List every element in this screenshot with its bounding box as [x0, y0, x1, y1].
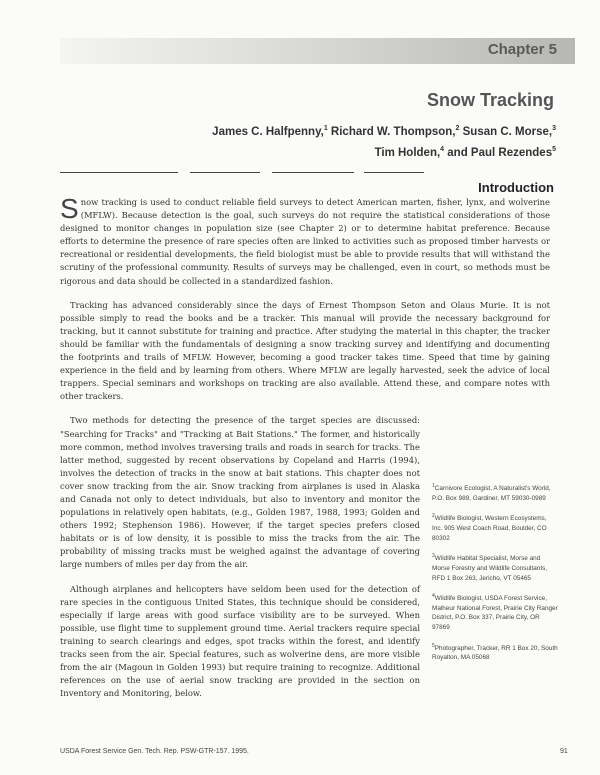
footnote-text: Carnivore Ecologist, A Naturalist's World, P.O. Box 989, Gardiner, MT 59030-0989: [432, 485, 551, 502]
page-number: 91: [560, 748, 568, 755]
footnote-mark: 2: [432, 513, 435, 520]
footnote-text: Wildlife Habitat Specialist, Morse and Morse Forestry and Wildlife Consultants, RFD 1 Box 263, Jericho, VT 05465: [432, 555, 548, 582]
chapter-header-bar: [60, 38, 575, 64]
section-heading-introduction: Introduction: [478, 180, 554, 195]
paragraph: Tracking has advanced considerably since the days of Ernest Thompson Seton and Olaus Murie. It is not possible simply to read the books and be a tracker. This manual will provide the necessary background for tracking, but it cannot substitute for training and practice. After studying the material in this chapter, the tracker should be familiar with the fundamentals of designing a snow tracking survey and identifying and documenting the footprints and trails of MFLW. However, becoming a good tracker takes time. Speed that time by gaining experience in the field and by learning from others. Where MFLW are legally harvested, seek the advice of local trappers. Special seminars and workshops on tracking are also available. Attend these, and compare notes with other trackers.: [60, 299, 550, 402]
author-name: Richard W. Thompson,: [330, 125, 456, 138]
footnote-mark: 3: [432, 553, 435, 560]
author-footnote-mark: 1: [323, 125, 328, 132]
chapter-label: Chapter 5: [487, 41, 557, 58]
footnote-text: Photographer, Tracker, RR 1 Box 20, South Royalton, MA 05068: [432, 644, 558, 662]
divider-rule: [364, 172, 424, 173]
divider-rule: [190, 172, 260, 173]
footnote: [432, 642, 558, 663]
page-title: Snow Tracking: [426, 90, 554, 110]
footer-citation: USDA Forest Service Gen. Tech. Rep. PSW-GTR-157. 1995.: [60, 748, 249, 755]
footnote-mark: 1: [432, 483, 435, 489]
footnote-text: Wildlife Biologist, Western Ecosystems, Inc. 905 West Coach Road, Boulder, CO 80302: [432, 515, 547, 542]
footnote-mark: 4: [432, 593, 435, 600]
author-name: Tim Holden,: [374, 146, 441, 159]
author-footnote-mark: 5: [552, 145, 556, 153]
author-list: [136, 120, 556, 162]
paragraph: Two methods for detecting the presence of the target species are discussed: "Searching for Tracks" and "Tracking at Bait Stations." The former, and historically more common, method involves traversing trails and roads in search for tracks. The latter method, suggested by recent observations by Copeland and Harris (1994), involves the detection of tracks in the snow at bait stations. This chapter does not cover snow tracking from the air. Snow tracking from airplanes is used in Alaska and Canada not only to detect individuals, but also to inventory and monitor the populations in relatively open habitats, (e.g., Golden 1987, 1988, 1993; Golden and others 1992; Stephenson 1986). However, if the target species prefers closed habitats or is of low density, it is possible to miss the tracks from the air. The probability of missing tracks must be weighed against the advantage of covering large numbers of miles per day from the air.: [60, 415, 420, 570]
footnote: [432, 552, 558, 583]
author-footnote-mark: 4: [440, 145, 445, 153]
divider-rule: [60, 172, 178, 173]
paragraph-text: now tracking is used to conduct reliable field surveys to detect American marten, fisher, lynx, and wolverine (MFLW). Because detection is the goal, such surveys do not require the statistical considerations of those designed to monitor changes in population size (see Chapter 2) or to determine habitat preference. Because efforts to determine the presence of rare species often are linked to activities such as proposed timber harvests or recreational or residential developments, the field biologist must be able to provide results that will withstand the scrutiny of the professional community. Results of surveys may be challenged, even in court, so methods must be rigorous and data should be collected in a standardized fashion.: [60, 197, 550, 286]
footnote: [432, 482, 558, 503]
footnote-text: Wildlife Biologist, USDA Forest Service, Malheur National Forest, Prairie City Ranger District, P.O. Box 337, Prairie City, OR 97869: [432, 595, 558, 632]
footnote: [432, 592, 558, 633]
drop-cap: S: [60, 193, 79, 224]
divider-rule: [272, 172, 354, 173]
paragraph: [60, 193, 550, 288]
footnote-mark: 5: [432, 642, 435, 649]
author-footnote-mark: 3: [552, 125, 556, 132]
author-name: Susan C. Morse,: [462, 125, 553, 138]
author-name: and Paul Rezendes: [447, 146, 553, 159]
paragraph: Although airplanes and helicopters have seldom been used for the detection of rare species in the contiguous United States, this technique should be considered, especially if large areas with good surface visibility are to be surveyed. When possible, use flight time to supplement ground time. Aerial trackers require special training to search clearings and edges, spot tracks within the forest, and identify tracks seen from the air. Special features, such as wolverine dens, are more visible from the air (Magoun in Golden 1993) but require training to recognize. Additional references on the use of aerial snow tracking are provided in the section on Inventory and Monitoring, below.: [60, 583, 420, 699]
author-name: James C. Halfpenny,: [212, 125, 324, 138]
footnotes: [432, 482, 558, 672]
author-footnote-mark: 2: [455, 125, 460, 132]
footnote: [432, 512, 558, 543]
